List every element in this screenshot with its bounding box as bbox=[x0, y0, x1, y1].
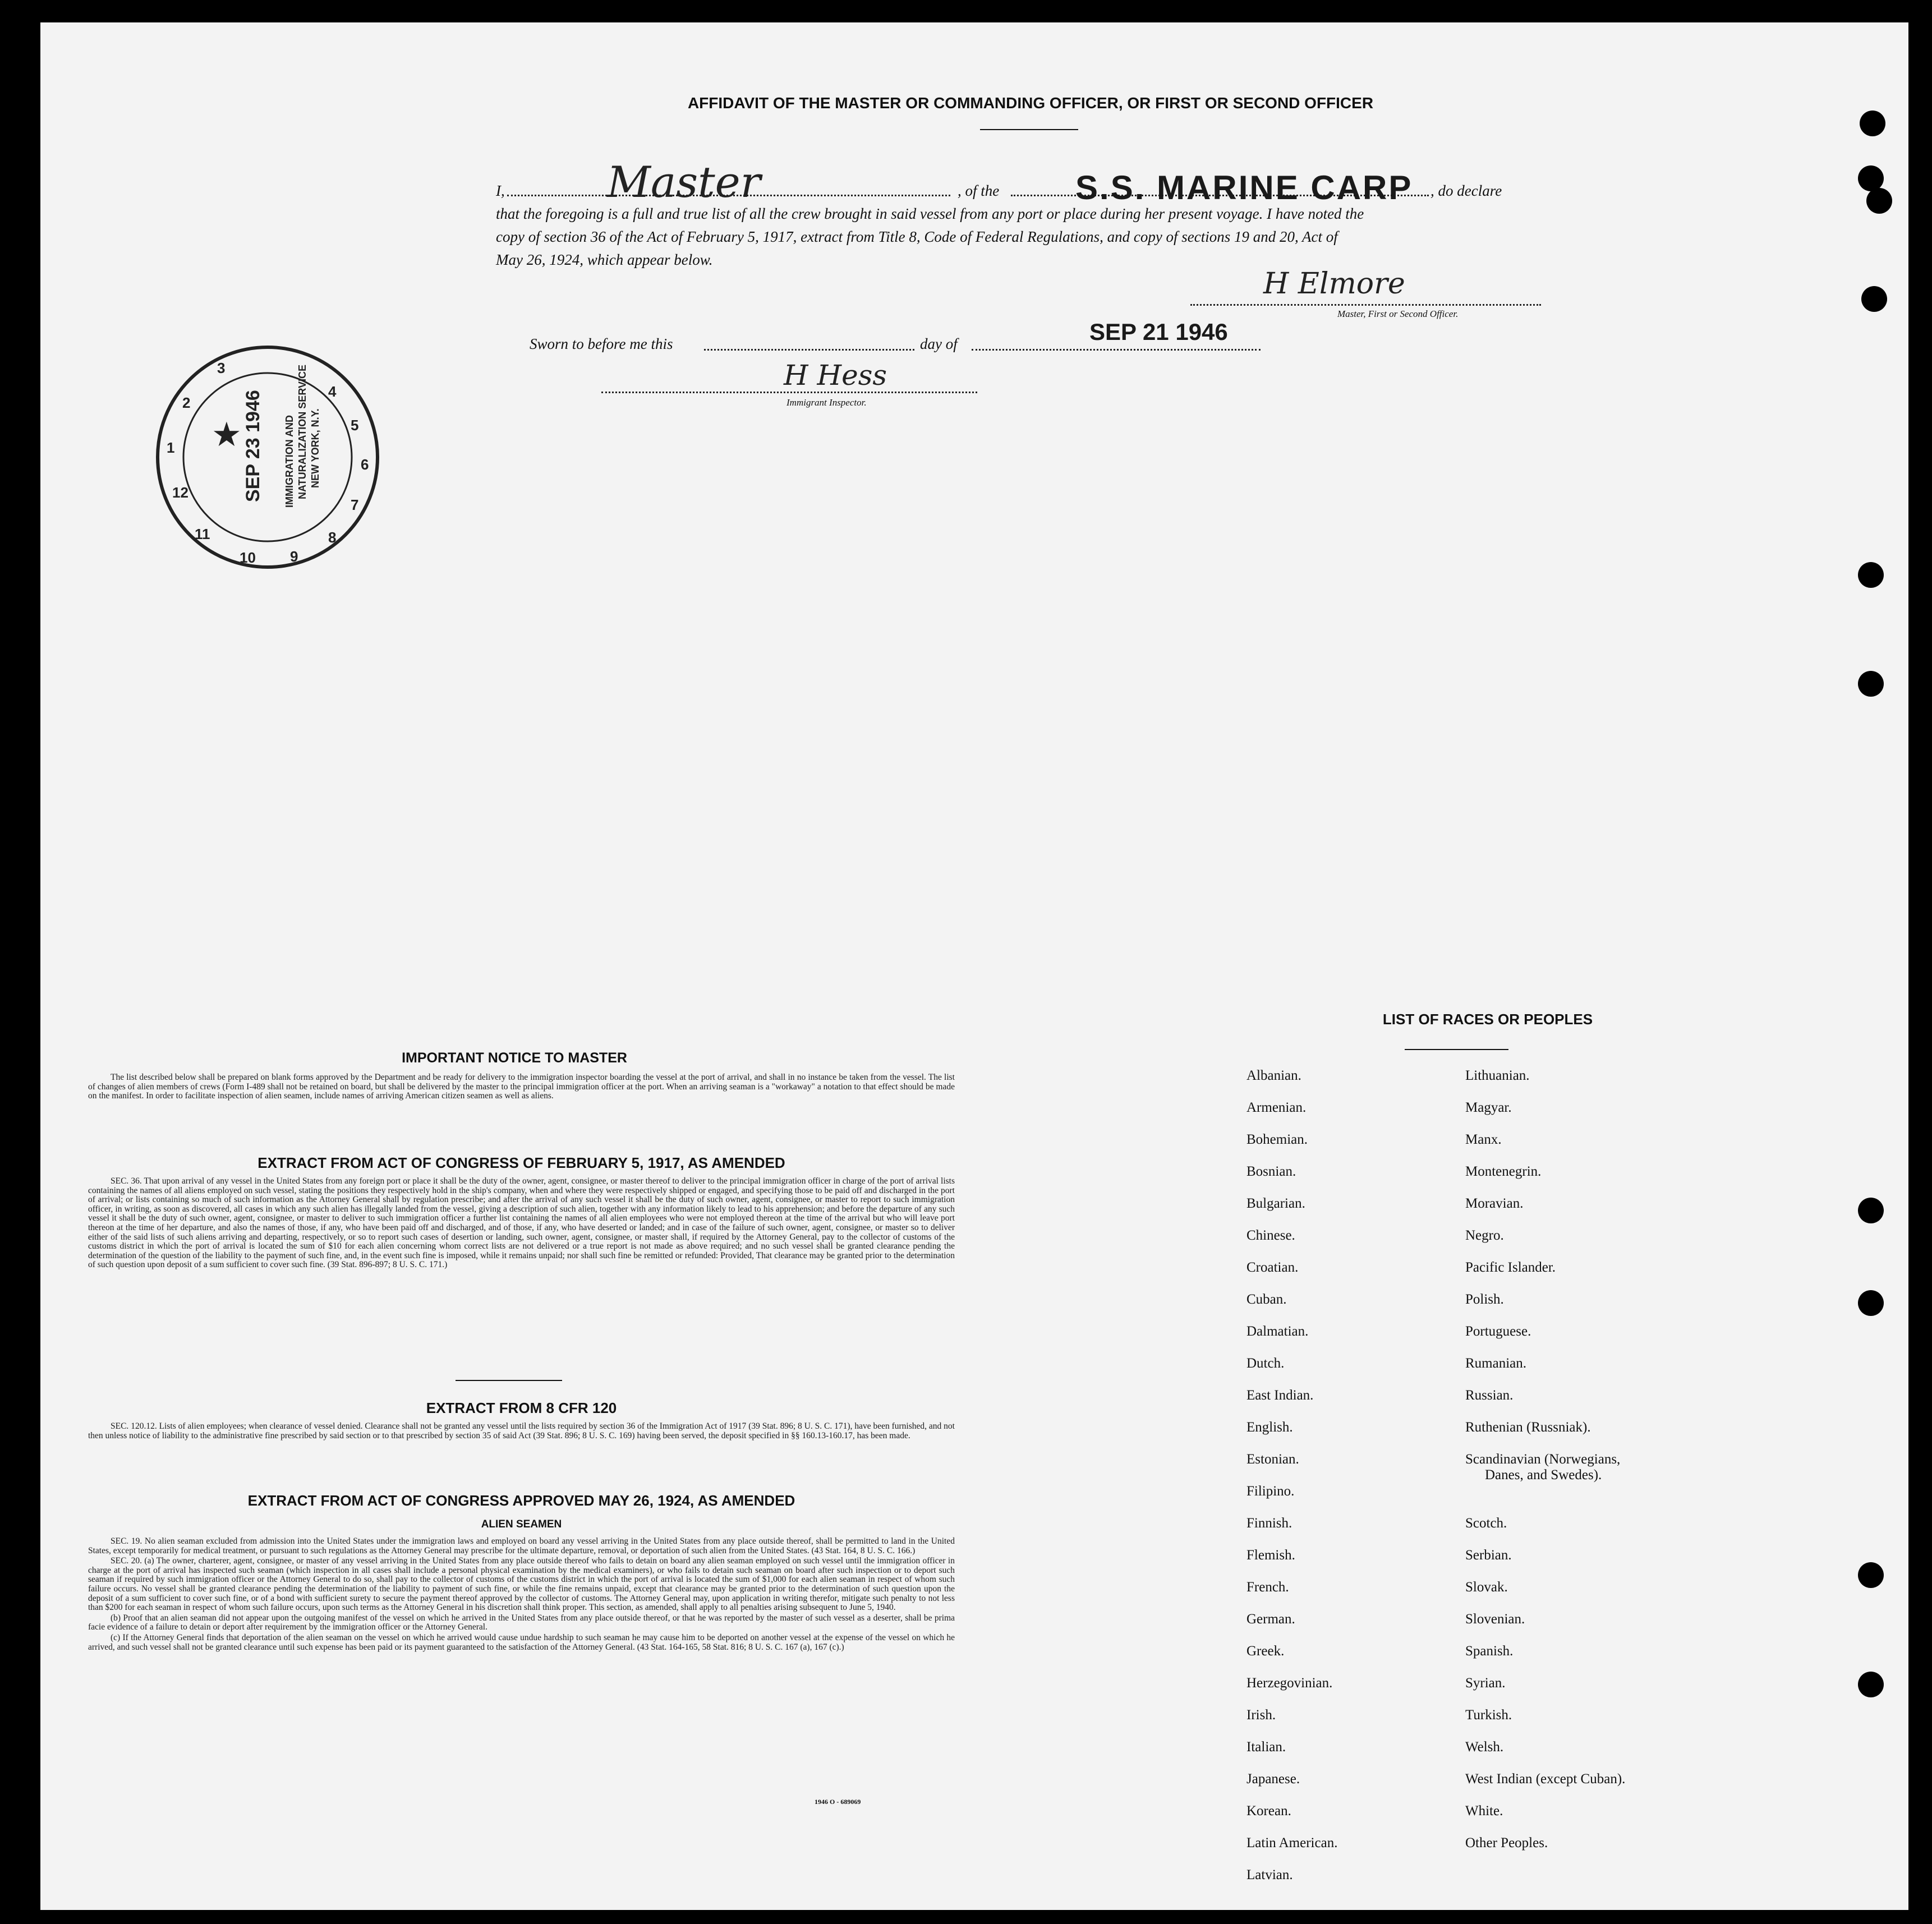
document-page bbox=[40, 22, 1908, 1910]
svg-text:8: 8 bbox=[328, 529, 337, 546]
race-item: Bosnian. bbox=[1246, 1164, 1296, 1179]
inspector-signature: H Hess bbox=[784, 359, 887, 392]
of-the-label: , of the bbox=[958, 182, 1000, 199]
race-item: Herzegovinian. bbox=[1246, 1676, 1333, 1691]
sec-36-paragraph: SEC. 36. That upon arrival of any vessel in the United States from any foreign port or place it shall be the duty of the owner, agent, consignee, or master thereof to deliver to the principal immigration officer in charge of the port of arrival lists containing the names of all aliens employed on such vessel, stating the positions they respectively hold in the ship's company, when and where they were respectively shipped or engaged, and specifying those to be paid off and discharged in the port of arrival; or lists containing so much of such information as the Attorney General shall by regulation prescribe; and after the arrival of any such vessel it shall be the duty of such owner, agent, consignee, or master to report to such immigration officer, in writing, as soon as discovered, all cases in which any such alien has illegally landed from the vessel, giving a description of such alien, together with any information likely to lead to his apprehension; and before the departure of any such vessel it shall be the duty of such owner, agent, consignee, or master to deliver to such immigration officer a further list containing the names of all alien employees who were not employed thereon at the time of the arrival but who will leave port thereon at the time of her departure, and also the names of those, if any, who have been paid off and discharged, and of those, if any, who have deserted or landed; and in case of the failure of such owner, agent, consignee, or master so to deliver either of the said lists of such aliens arriving and departing, respectively, or so to report such cases of desertion or landing, such owner, agent, consignee, or master shall, if required by the Attorney General, pay to the collector of customs of the customs district in which the port of arrival is located the sum of $10 for each alien concerning whom correct lists are not delivered or a true report is not made as above required; and no such vessel shall be granted clearance pending the determination of the question of the liability to the payment of such fine, and, in the event such fine is imposed, while it remains unpaid; nor shall such fine be remitted or refunded: Provided, That clearance may be granted prior to the determination of such question upon deposit of a sum sufficient to cover such fine. (39 Stat. 896-897; 8 U. S. C. 171.) bbox=[88, 1176, 955, 1270]
sworn-label: Sworn to before me this bbox=[530, 335, 673, 352]
print-code: 1946 O - 689069 bbox=[815, 1798, 861, 1806]
master-signature-caption: Master, First or Second Officer. bbox=[1337, 309, 1459, 319]
punch-hole bbox=[1861, 286, 1887, 312]
sec-20b-paragraph: (b) Proof that an alien seaman did not appear upon the outgoing manifest of the vessel on which he arrived in the United States from any place outside thereof, or that he was reported by the master of such vessel as a deserter, shall be prima facie evidence of a failure to detain or deport after requirement by the immigration officer or the Attorney General. bbox=[88, 1613, 955, 1632]
race-item: Croatian. bbox=[1246, 1260, 1299, 1275]
race-item: Estonian. bbox=[1246, 1452, 1299, 1467]
race-item: White. bbox=[1465, 1803, 1503, 1819]
inspector-signature-line bbox=[601, 392, 977, 393]
act-1924-text bbox=[88, 1537, 955, 1653]
punch-hole bbox=[1858, 1672, 1884, 1697]
race-item: Slovenian. bbox=[1465, 1612, 1525, 1627]
svg-text:★: ★ bbox=[211, 416, 242, 453]
svg-text:11: 11 bbox=[195, 526, 210, 542]
punch-hole bbox=[1860, 111, 1885, 136]
divider bbox=[456, 1380, 562, 1381]
race-item: Irish. bbox=[1246, 1707, 1276, 1723]
vessel-name-stamp: S.S. MARINE CARP bbox=[1075, 169, 1413, 206]
declare-i-label: I, bbox=[496, 182, 505, 199]
master-signature: H Elmore bbox=[1263, 267, 1405, 301]
race-item: Armenian. bbox=[1246, 1100, 1307, 1115]
race-item: Latvian. bbox=[1246, 1867, 1293, 1882]
race-item: Korean. bbox=[1246, 1803, 1291, 1819]
day-of-label: day of bbox=[920, 335, 958, 352]
race-item: Welsh. bbox=[1465, 1739, 1504, 1755]
act-1917-title: EXTRACT FROM ACT OF CONGRESS OF FEBRUARY 5, 1917, AS AMENDED bbox=[257, 1154, 785, 1171]
naturalization-service-seal bbox=[150, 339, 385, 575]
race-item: Bohemian. bbox=[1246, 1132, 1308, 1147]
punch-hole bbox=[1858, 1562, 1884, 1588]
race-item: Polish. bbox=[1465, 1292, 1504, 1307]
affidavit-title: AFFIDAVIT OF THE MASTER OR COMMANDING OFFICER, OR FIRST OR SECOND OFFICER bbox=[687, 94, 1374, 112]
race-item: French. bbox=[1246, 1580, 1289, 1595]
svg-text:9: 9 bbox=[290, 548, 298, 565]
cfr-title: EXTRACT FROM 8 CFR 120 bbox=[426, 1400, 617, 1416]
race-item: Dalmatian. bbox=[1246, 1324, 1309, 1339]
race-item: Russian. bbox=[1465, 1388, 1514, 1403]
race-item: Filipino. bbox=[1246, 1484, 1295, 1499]
svg-text:3: 3 bbox=[217, 360, 226, 376]
svg-text:1: 1 bbox=[167, 439, 175, 456]
seal-line-1: IMMIGRATION AND bbox=[284, 415, 295, 508]
notice-paragraph: The list described below shall be prepared on blank forms approved by the Department and be ready for delivery to the immigration inspector boarding the vessel at the port of arrival, and shall in no instance be taken from the vessel. The list of changes of alien members of crews (Form I-489 shall not be retained on board, but shall be delivered by the master to the principal immigration officer at the port. When an arriving seaman is a "workaway" a notation to that effect should be made on the manifest. In order to facilitate inspection of alien seamen, include names of arriving American citizen seamen as well as aliens. bbox=[88, 1073, 955, 1101]
seal-line-2: NATURALIZATION SERVICE bbox=[297, 364, 308, 499]
race-item: Moravian. bbox=[1465, 1196, 1524, 1211]
master-signature-line bbox=[1190, 304, 1541, 306]
svg-text:5: 5 bbox=[351, 417, 359, 434]
svg-text:10: 10 bbox=[240, 549, 256, 566]
race-item: Albanian. bbox=[1246, 1068, 1301, 1083]
race-item: Danes, and Swedes). bbox=[1485, 1467, 1602, 1483]
races-title-underline bbox=[1405, 1049, 1508, 1050]
sec-20a-paragraph: SEC. 20. (a) The owner, charterer, agent, consignee, or master of any vessel arriving in the United States from any place outside thereof who fails to detain on board any alien seaman employed on such vessel until the immigration officer in charge at the port of arrival has inspected such seaman (which inspection in all cases shall include a personal physical examination by the medical examiners), or who fails to detain such seaman on board after such inspection or to deport such seaman if required by such immigration officer or the Attorney General to do so, shall pay to the collector of customs of the customs district in which the port of arrival is located the sum of $1,000 for each alien seaman in respect of whom such failure occurs. No vessel shall be granted clearance pending the determination of the liability to payment of such fine, or while the fine remains unpaid, except that clearance may be granted prior to the determination of such question upon the deposit of a sum sufficient to cover such fine, or of a bond with sufficient surety to secure the payment thereof approved by the collector of customs. The Attorney General may, upon application in writing therefor, mitigate such penalty to not less than $200 for each seaman in respect of whom such failure occurs, upon such terms as the Attorney General in his discretion shall think proper. This section, as amended, shall apply to all penalties arising subsequent to June 5, 1940. bbox=[88, 1556, 955, 1613]
race-item: English. bbox=[1246, 1420, 1293, 1435]
svg-text:7: 7 bbox=[351, 496, 359, 513]
race-item: Syrian. bbox=[1465, 1676, 1506, 1691]
cfr-text bbox=[88, 1422, 955, 1442]
race-item: Finnish. bbox=[1246, 1516, 1292, 1531]
master-name-handwriting: Master bbox=[607, 157, 761, 207]
race-item: Italian. bbox=[1246, 1739, 1286, 1755]
race-item: Other Peoples. bbox=[1465, 1835, 1548, 1851]
punch-hole bbox=[1858, 1198, 1884, 1223]
svg-text:12: 12 bbox=[172, 484, 188, 501]
act-1924-title: EXTRACT FROM ACT OF CONGRESS APPROVED MAY 26, 1924, AS AMENDED bbox=[247, 1492, 795, 1509]
race-item: Latin American. bbox=[1246, 1835, 1338, 1851]
race-item: Portuguese. bbox=[1465, 1324, 1531, 1339]
punch-hole bbox=[1858, 562, 1884, 588]
important-notice-text bbox=[88, 1073, 955, 1102]
declaration-line-2: copy of section 36 of the Act of February 5, 1917, extract from Title 8, Code of Federal Regulations, and copy of sections 19 and 20, Act of bbox=[496, 228, 1338, 245]
inspector-caption: Immigrant Inspector. bbox=[786, 397, 867, 408]
punch-hole bbox=[1858, 1290, 1884, 1316]
race-item: Cuban. bbox=[1246, 1292, 1287, 1307]
seal-line-3: NEW YORK, N.Y. bbox=[310, 408, 321, 488]
race-item: Bulgarian. bbox=[1246, 1196, 1305, 1211]
race-item: Turkish. bbox=[1465, 1707, 1512, 1723]
races-list-title: LIST OF RACES OR PEOPLES bbox=[1382, 1011, 1593, 1028]
punch-hole bbox=[1858, 671, 1884, 697]
race-item: Scotch. bbox=[1465, 1516, 1507, 1531]
important-notice-title: IMPORTANT NOTICE TO MASTER bbox=[402, 1050, 627, 1066]
seal-date: SEP 23 1946 bbox=[242, 390, 264, 502]
race-item: East Indian. bbox=[1246, 1388, 1314, 1403]
sworn-day-line bbox=[704, 349, 914, 351]
race-item: Serbian. bbox=[1465, 1548, 1512, 1563]
race-item: Manx. bbox=[1465, 1132, 1502, 1147]
alien-seamen-subtitle: ALIEN SEAMEN bbox=[481, 1518, 562, 1530]
race-item: Scandinavian (Norwegians, bbox=[1465, 1452, 1621, 1467]
punch-hole bbox=[1866, 188, 1892, 214]
race-item: German. bbox=[1246, 1612, 1295, 1627]
race-item: Chinese. bbox=[1246, 1228, 1295, 1243]
race-item: Pacific Islander. bbox=[1465, 1260, 1556, 1275]
svg-text:4: 4 bbox=[328, 383, 337, 400]
svg-text:2: 2 bbox=[182, 394, 191, 411]
race-item: Greek. bbox=[1246, 1644, 1285, 1659]
act-1917-text bbox=[88, 1177, 955, 1271]
race-item: Spanish. bbox=[1465, 1644, 1514, 1659]
race-item: West Indian (except Cuban). bbox=[1465, 1771, 1626, 1787]
svg-text:6: 6 bbox=[361, 456, 369, 473]
race-item: Slovak. bbox=[1465, 1580, 1508, 1595]
race-item: Montenegrin. bbox=[1465, 1164, 1542, 1179]
sworn-date-line bbox=[972, 349, 1261, 351]
race-item: Lithuanian. bbox=[1465, 1068, 1530, 1083]
race-item: Negro. bbox=[1465, 1228, 1504, 1243]
sec-120-12-paragraph: SEC. 120.12. Lists of alien employees; when clearance of vessel denied. Clearance shall not be granted any vessel until the lists required by section 36 of the Immigration Act of 1917 (39 Stat. 896; 8 U. S. C. 171), have been furnished, and not then unless notice of liability to the administrative fine prescribed by said section or to that prescribed by section 35 of said Act (39 Stat. 896; 8 U. S. C. 169) having been served, the deposit specified in §§ 160.13-160.17, has been made. bbox=[88, 1421, 955, 1440]
sec-20c-paragraph: (c) If the Attorney General finds that deportation of the alien seaman on the vessel on which he arrived would cause undue hardship to such seaman he may cause him to be deported on another vessel at the expense of the vessel on which he arrived, and such vessel shall not be granted clearance until such expense has been paid or its payment guaranteed to the satisfaction of the Attorney General. (43 Stat. 164-165, 58 Stat. 816; 8 U. S. C. 167 (a), 167 (c).) bbox=[88, 1632, 955, 1652]
race-item: Magyar. bbox=[1465, 1100, 1512, 1115]
declaration-line-1: that the foregoing is a full and true list of all the crew brought in said vessel from any port or place during her present voyage. I have noted the bbox=[496, 205, 1364, 222]
do-declare-label: , do declare bbox=[1430, 182, 1502, 199]
title-underline bbox=[980, 129, 1078, 130]
race-item: Japanese. bbox=[1246, 1771, 1300, 1787]
declaration-line-3: May 26, 1924, which appear below. bbox=[496, 251, 713, 268]
sec-19-paragraph: SEC. 19. No alien seaman excluded from admission into the United States under the immigration laws and employed on board any vessel arriving in the United States from any place outside thereof, shall be permitted to land in the United States, except temporarily for medical treatment, or pursuant to such regulations as the Attorney General may prescribe for the ultimate departure, removal, or deportation of such alien from the United States. (43 Stat. 164, 8 U. S. C. 166.) bbox=[88, 1536, 955, 1555]
sworn-date-stamp: SEP 21 1946 bbox=[1089, 319, 1228, 345]
race-item: Ruthenian (Russniak). bbox=[1465, 1420, 1591, 1435]
race-item: Dutch. bbox=[1246, 1356, 1285, 1371]
race-item: Rumanian. bbox=[1465, 1356, 1527, 1371]
race-item: Flemish. bbox=[1246, 1548, 1295, 1563]
